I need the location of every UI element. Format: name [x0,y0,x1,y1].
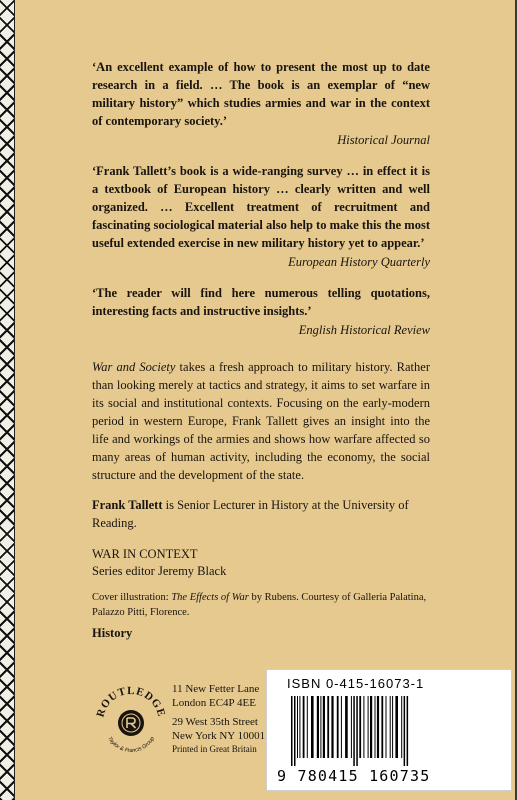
barcode-bar [404,696,406,766]
barcode-bar [356,696,358,766]
spine-pattern [0,0,15,800]
barcode-bar [351,696,352,758]
author-name: Frank Tallett [92,498,163,512]
author-bio [92,496,430,532]
barcode-digits: 9 780415 160735 [277,767,431,785]
barcode-bar [341,696,342,758]
barcode-bar [395,696,398,758]
barcode-bar [401,696,402,758]
review-quote-2: ‘Frank Tallett’s book is a wide-ranging survey … in effect it is a textbook of European history … clearly written and well organized. … Excellent treatment of recruitment and fascinating sociological material also help to make this the most useful extended exercise in new military history yet to appear.’ [92,164,430,250]
barcode-bar [370,696,372,758]
cover-text [92,58,430,641]
barcode-bar [407,696,409,766]
barcode-bar [345,696,348,758]
barcode-bar [317,696,319,758]
review-source-2: European History Quarterly [288,255,430,269]
review-source-3: English Historical Review [298,323,430,337]
address-uk-line-2: London EC4P 4EE [172,697,256,709]
barcode-bar [303,696,305,758]
publisher-name: ROUTLEDGE [94,684,168,719]
barcode-bar [381,696,383,758]
barcode-bar [297,696,298,758]
barcode-bar [363,696,364,758]
barcode-label [266,669,512,791]
publisher-address [172,682,265,756]
svg-text:Taylor & Francis Group [106,736,156,754]
barcode-bar [390,696,391,758]
barcode-bar [294,696,296,766]
series-editor: Series editor Jeremy Black [92,564,227,578]
barcode-bar [299,696,300,758]
barcode-bar [323,696,325,758]
barcode-bar [327,696,329,758]
barcode-bar [359,696,361,758]
review-quote-3: ‘The reader will find here numerous telling quotations, interesting facts and instructive insights.’ [92,286,430,318]
book-description [92,358,430,484]
barcode-bar [377,696,379,758]
cover-illustration-credit: Cover illustration: The Effects of War by Rubens. Courtesy of Galleria Palatina, Palazzo Pitti, Florence. [92,592,427,618]
barcode-bar [307,696,308,758]
barcode-bar [291,696,293,766]
barcode-bar [375,696,376,758]
book-title: War and Society [92,360,176,374]
barcode-bar [353,696,355,766]
address-uk-line-1: 11 New Fetter Lane [172,683,260,695]
review-source-1: Historical Journal [337,133,430,147]
barcode-bar [337,696,339,758]
barcode-bar [386,696,387,758]
category-label: History [92,626,133,640]
description-body: takes a fresh approach to military history. Rather than looking merely at tactics and strategy, it aims to set warfare in its social and institutional contexts. Focusing on the early-modern period in western Europe, Frank Tallett gives an insight into the life and workings of the armies and shows how warfare affected so many areas of human activity, including the economy, the social structure and the development of the state. [92,360,430,482]
barcode-bars [289,696,499,766]
publisher-tagline: Taylor & Francis Group [106,735,156,755]
address-us-line-2: New York NY 10001 [172,730,266,742]
series-title: WAR IN CONTEXT [92,547,198,561]
barcode-bar [311,696,314,758]
barcode-bar [320,696,321,758]
review-quote-1: ‘An excellent example of how to present the most up to date research in a field. … The book is an exemplar of “new military history” which studies armies and war in the context of contemporary society.’ [92,60,430,128]
printed-in: Printed in Great Britain [172,744,257,754]
illustration-work: The Effects of War [171,592,249,603]
address-us-line-1: 29 West 35th Street [172,716,258,728]
isbn-number: ISBN 0-415-16073-1 [287,676,425,691]
author-bio-text: is Senior Lecturer in History at the University of Reading. [92,498,409,530]
barcode-bar [368,696,369,758]
barcode-bar [392,696,393,758]
routledge-logo [91,680,171,760]
barcode-bar [331,696,333,758]
